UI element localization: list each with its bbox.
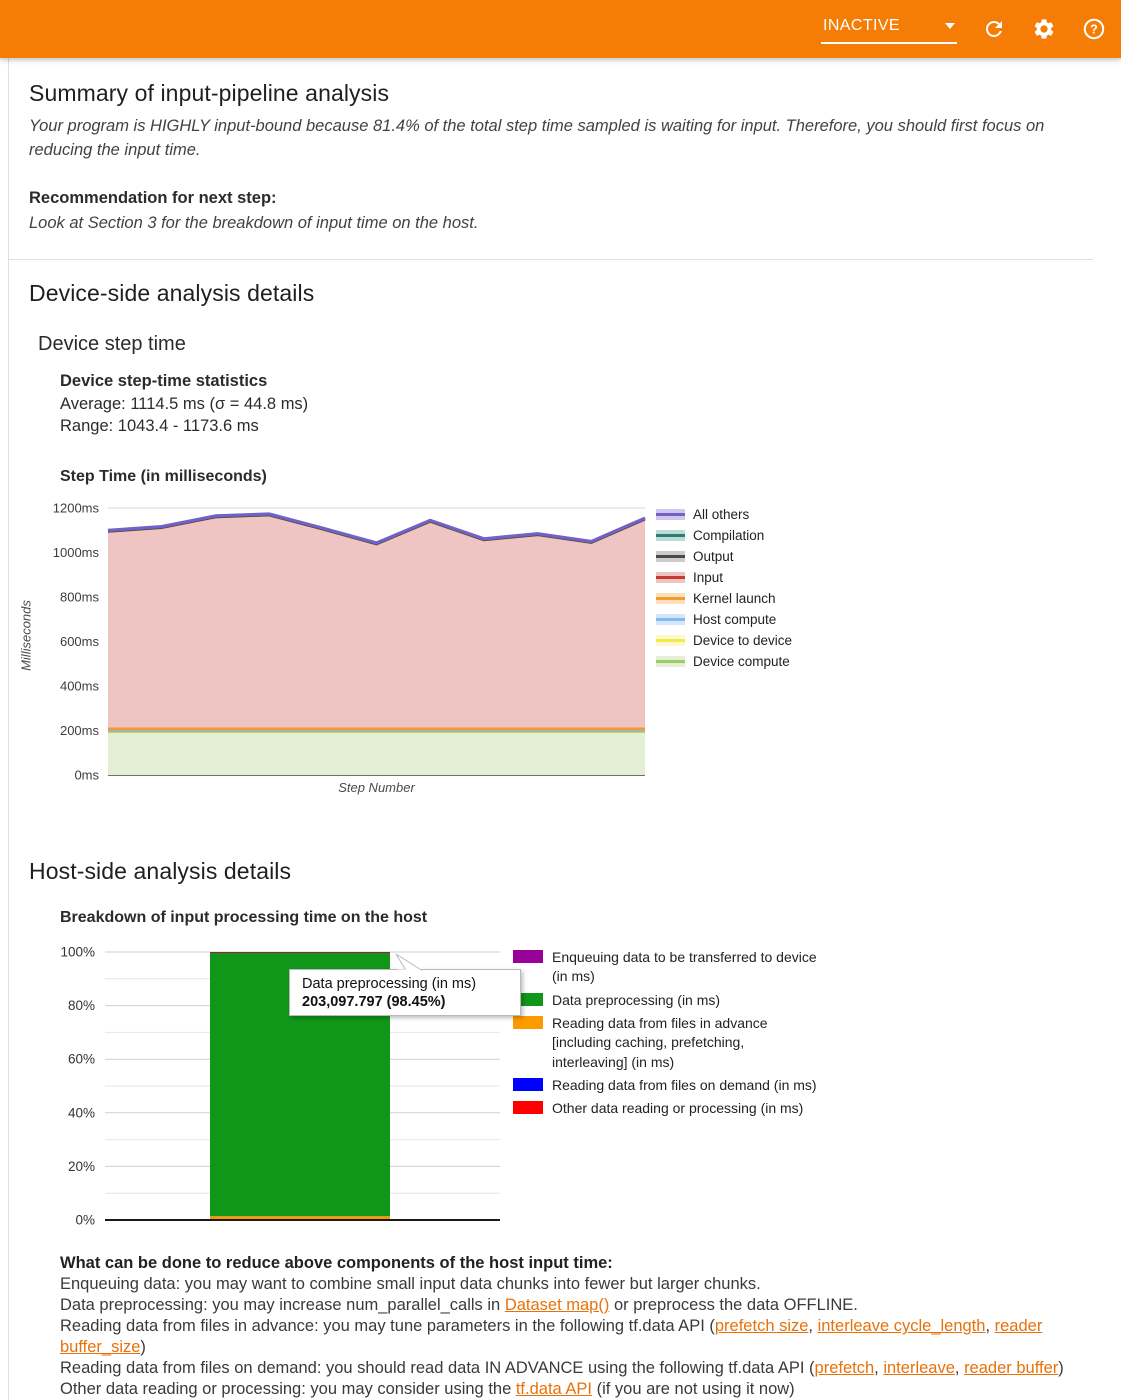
tooltip-value: 203,097.797 (98.45%) [302, 994, 446, 1011]
svg-text:0%: 0% [75, 1212, 95, 1228]
legend-item-device-to-device [656, 630, 792, 651]
tooltip-notch [390, 954, 434, 971]
device-chart-x-axis-title: Step Number [338, 780, 415, 796]
refresh-button[interactable] [981, 16, 1007, 42]
svg-text:200ms: 200ms [59, 723, 99, 739]
recommendation-body: Look at Section 3 for the breakdown of input time on the host. [29, 213, 479, 232]
svg-text:0ms: 0ms [74, 767, 99, 783]
legend-label: Kernel launch [693, 591, 776, 607]
device-chart-y-axis-title: Milliseconds [18, 600, 34, 672]
legend-label: Data preprocessing (in ms) [552, 991, 721, 1008]
host-section-title: Host-side analysis details [29, 858, 292, 885]
host-input-breakdown-chart [29, 939, 1093, 1239]
legend-swatch [513, 950, 543, 963]
help-button[interactable] [1081, 16, 1107, 42]
legend-item-all-others [656, 504, 792, 525]
legend-label: Enqueuing data to be transferred to device (in ms) [552, 949, 817, 985]
legend-swatch [513, 1078, 543, 1091]
legend-item-input [656, 567, 792, 588]
advice-line [60, 1316, 1093, 1358]
legend-label: Device compute [693, 654, 790, 670]
main-content [8, 58, 1121, 1400]
advice-text: , [808, 1317, 818, 1336]
legend-label: Reading data from files on demand (in ms) [552, 1077, 817, 1094]
legend-label: Output [693, 549, 734, 565]
refresh-icon [982, 17, 1006, 41]
svg-text:600ms: 600ms [59, 634, 99, 650]
stats-range: Range: 1043.4 - 1173.6 ms [60, 417, 259, 436]
chevron-down-icon [945, 23, 955, 29]
svg-text:1000ms: 1000ms [52, 545, 99, 561]
svg-text:800ms: 800ms [59, 589, 99, 605]
svg-text:1200ms: 1200ms [52, 500, 99, 516]
app-toolbar [0, 0, 1121, 58]
legend-label: All others [693, 507, 750, 523]
legend-swatch [656, 530, 685, 541]
legend-item-reading-data-from-files-on-demand-in-ms- [513, 1076, 1073, 1095]
svg-text:80%: 80% [67, 998, 95, 1014]
legend-label: Host compute [693, 612, 777, 628]
legend-item-host-compute [656, 609, 792, 630]
link-reader-buffer[interactable]: reader buffer [964, 1359, 1059, 1378]
legend-item-compilation [656, 525, 792, 546]
legend-swatch [513, 1016, 543, 1029]
legend-item-enqueuing-data-to-be-transferred-to-devi [513, 948, 1073, 987]
device-chart-title: Step Time (in milliseconds) [60, 468, 267, 486]
advice-text: Reading data from files on demand: you should read data IN ADVANCE using the following tf.data API ( [60, 1359, 815, 1378]
legend-item-data-preprocessing-in-ms- [513, 991, 1073, 1010]
advice-text: Data preprocessing: you may increase num_parallel_calls in [60, 1296, 505, 1315]
host-chart-title: Breakdown of input processing time on the host [60, 909, 428, 927]
svg-text:400ms: 400ms [59, 678, 99, 694]
section-divider [9, 259, 1093, 260]
svg-text:40%: 40% [67, 1105, 95, 1121]
legend-swatch [656, 509, 685, 520]
device-chart-legend [656, 504, 792, 672]
legend-item-output [656, 546, 792, 567]
capture-status-dropdown[interactable] [821, 15, 957, 44]
device-step-time-heading: Device step time [38, 332, 186, 355]
help-icon [1082, 17, 1106, 41]
legend-swatch [656, 635, 685, 646]
advice-line [60, 1274, 1093, 1295]
legend-label: Device to device [693, 633, 793, 649]
stats-average: Average: 1114.5 ms (σ = 44.8 ms) [60, 394, 309, 413]
legend-label: Input [693, 570, 724, 586]
advice-text: Reading data from files in advance: you may tune parameters in the following tf.data API ( [60, 1317, 715, 1336]
host-chart-legend [513, 948, 1073, 1123]
link-prefetch-size[interactable]: prefetch size [714, 1317, 809, 1336]
advice-text: , [874, 1359, 884, 1378]
device-section-title: Device-side analysis details [29, 279, 315, 306]
legend-label: Compilation [693, 528, 765, 544]
gear-icon [1032, 17, 1056, 41]
legend-item-other-data-reading-or-processing-in-ms- [513, 1099, 1073, 1118]
legend-swatch [656, 572, 685, 583]
svg-text:20%: 20% [67, 1159, 95, 1175]
legend-swatch [656, 656, 685, 667]
link-tf-data-api[interactable]: tf.data API [515, 1380, 592, 1399]
legend-swatch [656, 593, 685, 604]
legend-item-reading-data-from-files-in-advance-inclu [513, 1014, 1073, 1072]
link-interleave-cycle-length[interactable]: interleave cycle_length [817, 1317, 986, 1336]
stats-title: Device step-time statistics [60, 371, 268, 390]
summary-body: Your program is HIGHLY input-bound because 81.4% of the total step time sampled is waiting for input. Therefore, you should first focus on reducing the input time. [29, 117, 1045, 159]
device-step-time-chart [18, 496, 1093, 814]
recommendation-label: Recommendation for next step: [29, 188, 277, 207]
device-step-time-plot [29, 496, 669, 808]
svg-text:100%: 100% [60, 944, 95, 960]
link-reader-buffer-size[interactable]: reader buffer_size [60, 1317, 1043, 1357]
legend-item-kernel-launch [656, 588, 792, 609]
advice-text: , [954, 1359, 965, 1378]
svg-text:?: ? [1090, 22, 1098, 37]
svg-text:60%: 60% [67, 1051, 95, 1067]
link-dataset-map-[interactable]: Dataset map() [504, 1296, 610, 1315]
capture-status-label: INACTIVE [823, 16, 900, 34]
legend-swatch [656, 614, 685, 625]
tooltip-series-name: Data preprocessing (in ms) [302, 976, 477, 993]
host-advice-block [60, 1253, 1093, 1400]
legend-item-device-compute [656, 651, 792, 672]
legend-label: Reading data from files in advance [including caching, prefetching, interleaving] (in ms) [552, 1015, 768, 1070]
legend-swatch [656, 551, 685, 562]
summary-title: Summary of input-pipeline analysis [29, 80, 390, 106]
advice-text: ) [140, 1338, 146, 1357]
settings-button[interactable] [1031, 16, 1057, 42]
advice-line [60, 1358, 1093, 1379]
chart-tooltip [289, 969, 521, 1016]
advice-text: (if you are not using it now) [591, 1380, 795, 1399]
advice-text: ) [1058, 1359, 1064, 1378]
advice-text: , [985, 1317, 995, 1336]
link-interleave[interactable]: interleave [883, 1359, 955, 1378]
advice-line [60, 1295, 1093, 1316]
advice-line [60, 1379, 1093, 1400]
legend-label: Other data reading or processing (in ms) [552, 1100, 804, 1117]
advice-text: or preprocess the data OFFLINE. [609, 1296, 858, 1315]
link-prefetch[interactable]: prefetch [814, 1359, 875, 1378]
advice-text: Other data reading or processing: you may consider using the [60, 1380, 516, 1399]
advice-title: What can be done to reduce above components of the host input time: [60, 1254, 613, 1273]
advice-text: Enqueuing data: you may want to combine small input data chunks into fewer but larger chunks. [60, 1275, 761, 1294]
advice-lines [60, 1274, 1093, 1400]
legend-swatch [513, 1101, 543, 1114]
device-step-time-stats [60, 370, 1093, 438]
